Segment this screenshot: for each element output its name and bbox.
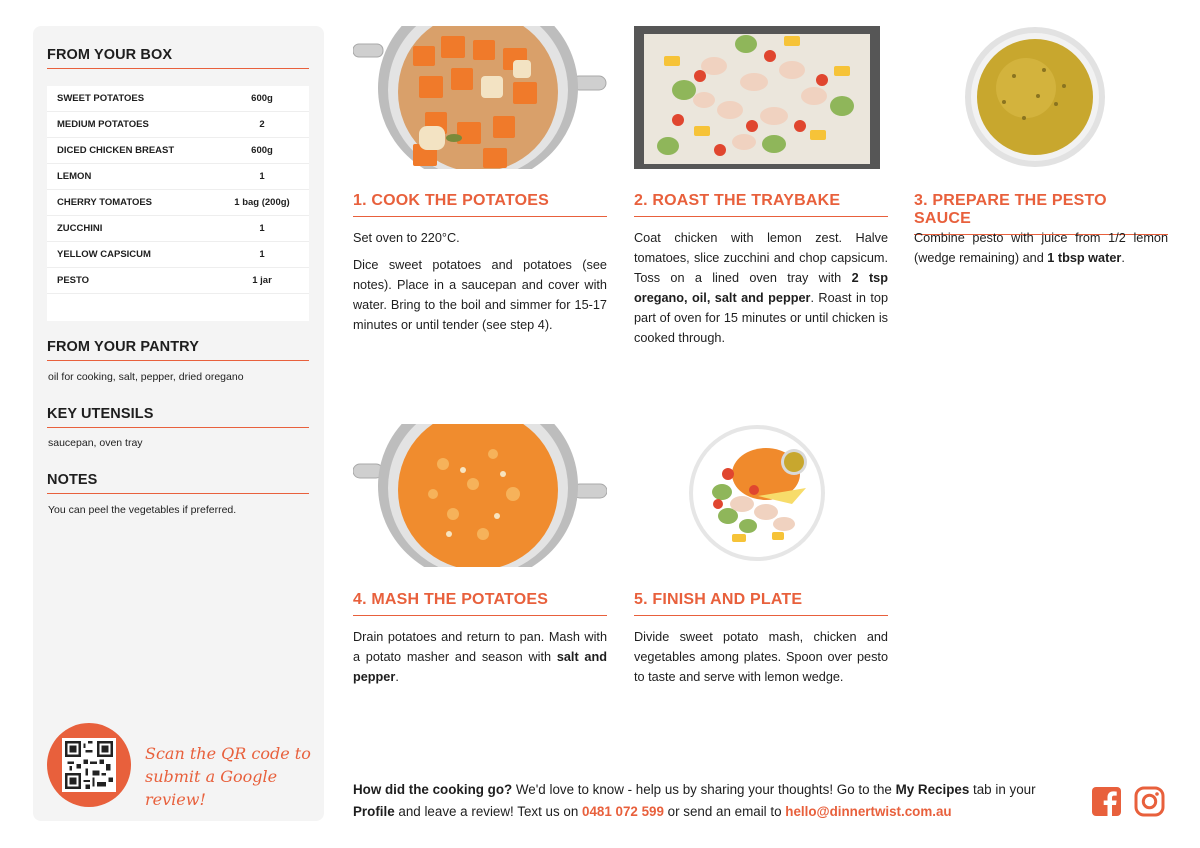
footer-text-1: We'd love to know - help us by sharing your thoughts! Go to the [512, 782, 896, 797]
step-3-text-bold: 1 tbsp water [1047, 251, 1122, 265]
footer-email-link[interactable]: hello@dinnertwist.com.au [785, 804, 952, 819]
notes-text: You can peel the vegetables if preferred. [48, 504, 237, 516]
ingredient-qty: 1 jar [252, 275, 272, 286]
footer-text-2: tab in your [969, 782, 1036, 797]
qr-code-icon[interactable] [62, 738, 116, 792]
step-1-image [353, 26, 607, 169]
ingredient-row [47, 138, 309, 164]
footer-text-4: or send an email to [663, 804, 786, 819]
step-4-body [353, 627, 607, 694]
key-utensils-heading: KEY UTENSILS [47, 406, 309, 428]
ingredient-name: YELLOW CAPSICUM [57, 249, 151, 260]
step-2-text-a: Coat chicken with lemon zest. Halve tomatoes, slice zucchini and chop capsicum. Toss on a lined oven tray with [634, 231, 888, 285]
step-1-paragraph-2: Dice sweet potatoes and potatoes (see notes). Place in a saucepan and cover with water. Bring to the boil and simmer for 15-17 minutes or until tender (see step 4). [353, 258, 607, 332]
ingredients-table [47, 86, 309, 321]
from-your-pantry-heading: FROM YOUR PANTRY [47, 339, 309, 361]
ingredient-row [47, 242, 309, 268]
utensils-text: saucepan, oven tray [48, 437, 143, 449]
ingredient-row [47, 268, 309, 294]
footer-my-recipes: My Recipes [895, 782, 970, 797]
step-3-image [964, 26, 1106, 168]
footer-question: How did the cooking go? [353, 782, 513, 797]
ingredient-name: ZUCCHINI [57, 223, 103, 234]
ingredient-qty: 600g [251, 145, 273, 156]
step-3-text-a: Combine pesto with juice from 1/2 lemon (wedge remaining) and [914, 231, 1168, 265]
step-2-text-c: . Roast in top part of oven for 15 minutes or until chicken is cooked through. [634, 291, 889, 345]
ingredient-qty: 2 [259, 119, 265, 130]
ingredient-qty: 1 [259, 171, 265, 182]
facebook-icon[interactable] [1091, 786, 1122, 817]
step-2-title: 2. ROAST THE TRAYBAKE [634, 192, 888, 217]
ingredient-name: LEMON [57, 171, 92, 182]
qr-badge [47, 723, 131, 807]
ingredient-name: MEDIUM POTATOES [57, 119, 149, 130]
feedback-footer [353, 779, 1078, 823]
footer-text-3: and leave a review! Text us on [394, 804, 583, 819]
step-1-title: 1. COOK THE POTATOES [353, 192, 607, 217]
ingredient-qty: 1 bag (200g) [234, 197, 290, 208]
step-2-image [634, 26, 880, 169]
step-4-paragraph [353, 627, 607, 687]
step-3-text-c: . [1121, 251, 1125, 265]
step-5-image [688, 424, 826, 562]
ingredient-name: SWEET POTATOES [57, 93, 145, 104]
ingredients-sidebar [33, 26, 324, 821]
step-5-body [634, 627, 888, 694]
qr-cta-line2: submit a Google review! [145, 767, 278, 809]
step-2-text-bold: 2 tsp oregano, oil, salt and pepper [634, 271, 888, 305]
step-1-body [353, 228, 607, 342]
ingredient-row [47, 190, 309, 216]
ingredient-qty: 600g [251, 93, 273, 104]
step-4-text-bold: salt and pepper [353, 650, 607, 684]
step-2-body [634, 228, 888, 355]
ingredient-row [47, 216, 309, 242]
ingredient-name: PESTO [57, 275, 90, 286]
footer-profile: Profile [353, 804, 395, 819]
instagram-icon[interactable] [1134, 786, 1165, 817]
step-5-title: 5. FINISH AND PLATE [634, 591, 888, 616]
step-5-paragraph: Divide sweet potato mash, chicken and vegetables among plates. Spoon over pesto to taste and serve with lemon wedge. [634, 630, 888, 684]
step-3-body [914, 228, 1168, 275]
notes-heading: NOTES [47, 472, 309, 494]
ingredient-name: CHERRY TOMATOES [57, 197, 153, 208]
step-4-title: 4. MASH THE POTATOES [353, 591, 607, 616]
pantry-text: oil for cooking, salt, pepper, dried oregano [48, 371, 244, 383]
step-4-text-c: . [395, 670, 399, 684]
step-3-paragraph [914, 228, 1168, 268]
ingredient-name: DICED CHICKEN BREAST [57, 145, 175, 156]
step-1-paragraph-1: Set oven to 220°C. [353, 231, 460, 245]
ingredient-qty: 1 [259, 223, 265, 234]
footer-phone-link[interactable]: 0481 072 599 [582, 804, 664, 819]
ingredient-row [47, 164, 309, 190]
ingredient-row [47, 112, 309, 138]
ingredient-qty: 1 [259, 249, 265, 260]
qr-call-to-action [145, 742, 315, 811]
step-3-title: 3. PREPARE THE PESTO SAUCE [914, 192, 1168, 235]
step-2-paragraph [634, 228, 888, 348]
step-4-text-a: Drain potatoes and return to pan. Mash with a potato masher and season with [353, 630, 607, 664]
qr-cta-line1: Scan the QR code to [145, 744, 311, 763]
from-your-box-heading: FROM YOUR BOX [47, 47, 309, 69]
step-4-image [353, 424, 607, 567]
ingredient-row [47, 86, 309, 112]
